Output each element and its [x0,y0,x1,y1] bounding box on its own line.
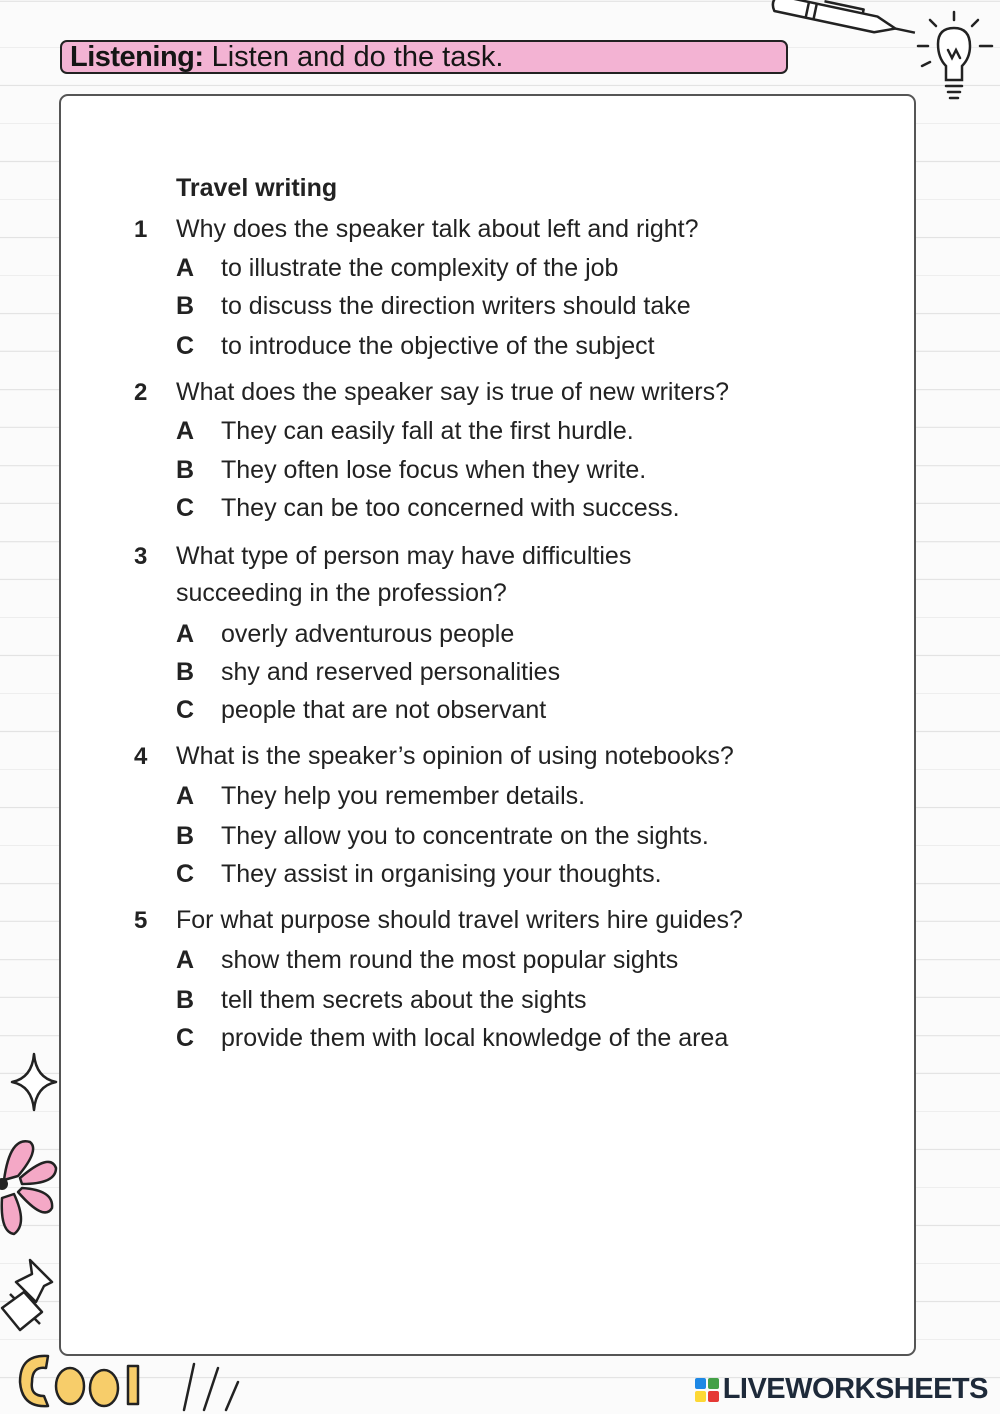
option-text: to introduce the objective of the subject [221,332,655,360]
option-text: They often lose focus when they write. [221,456,647,484]
question-number: 1 [134,216,148,243]
sparkle-icon [8,1050,60,1114]
option-text: to illustrate the complexity of the job [221,254,619,282]
option-text: shy and reserved personalities [221,658,561,686]
option-letter: A [176,946,195,974]
option-text: overly adventurous people [221,620,515,648]
option-4a [176,781,585,811]
question-number: 3 [134,543,148,570]
option-letter: A [176,782,195,810]
option-text: They can be too concerned with success. [221,494,680,522]
option-text: people that are not observant [221,696,547,724]
option-3a [176,619,514,649]
option-5a [176,945,678,975]
option-1b [176,291,691,321]
option-1a [176,253,618,283]
option-text: They can easily fall at the first hurdle. [221,417,634,445]
section-label: Listening: [70,41,204,73]
question-number: 2 [134,379,148,406]
pushpin-icon [0,1254,64,1334]
option-letter: B [176,986,195,1014]
question-number: 5 [134,907,148,934]
option-text: provide them with local knowledge of the area [221,1024,729,1052]
brand-mark-icon [695,1378,719,1402]
section-banner [60,40,788,74]
question-text: What does the speaker say is true of new writers? [176,378,730,406]
option-text: They allow you to concentrate on the sights. [221,822,709,850]
option-4c [176,859,662,889]
option-letter: C [176,696,195,724]
option-letter: B [176,292,195,320]
questions-panel [59,94,916,1356]
brand-name: LIVEWORKSHEETS [722,1373,988,1405]
option-2a [176,416,634,446]
option-letter: B [176,658,195,686]
option-2b [176,455,646,485]
option-letter: C [176,860,195,888]
question-text: What is the speaker’s opinion of using notebooks? [176,742,734,770]
pen-icon [765,0,925,50]
option-letter: C [176,1024,195,1052]
option-4b [176,821,709,851]
option-letter: A [176,254,195,282]
liveworksheets-logo [695,1373,988,1406]
option-2c [176,493,680,523]
question-text: Why does the speaker talk about left and right? [176,215,699,243]
option-letter: C [176,494,195,522]
option-text: tell them secrets about the sights [221,986,587,1014]
option-letter: A [176,620,195,648]
option-text: to discuss the direction writers should take [221,292,691,320]
worksheet-title: Travel writing [176,174,338,202]
section-instruction: Listen and do the task. [203,41,504,73]
option-letter: B [176,822,195,850]
lightbulb-icon [908,8,998,116]
option-5b [176,985,586,1015]
option-text: show them round the most popular sights [221,946,679,974]
option-letter: B [176,456,195,484]
option-5c [176,1023,728,1053]
option-letter: A [176,417,195,445]
cool-lettering-icon [14,1346,254,1414]
option-letter: C [176,332,195,360]
option-3b [176,657,560,687]
flower-icon [0,1128,62,1238]
option-3c [176,695,546,725]
question-text: What type of person may have difficulties succeeding in the profession? [176,542,632,607]
question-number: 4 [134,743,148,770]
option-text: They help you remember details. [221,782,586,810]
question-text: For what purpose should travel writers hire guides? [176,906,743,934]
option-text: They assist in organising your thoughts. [221,860,662,888]
option-1c [176,331,655,361]
